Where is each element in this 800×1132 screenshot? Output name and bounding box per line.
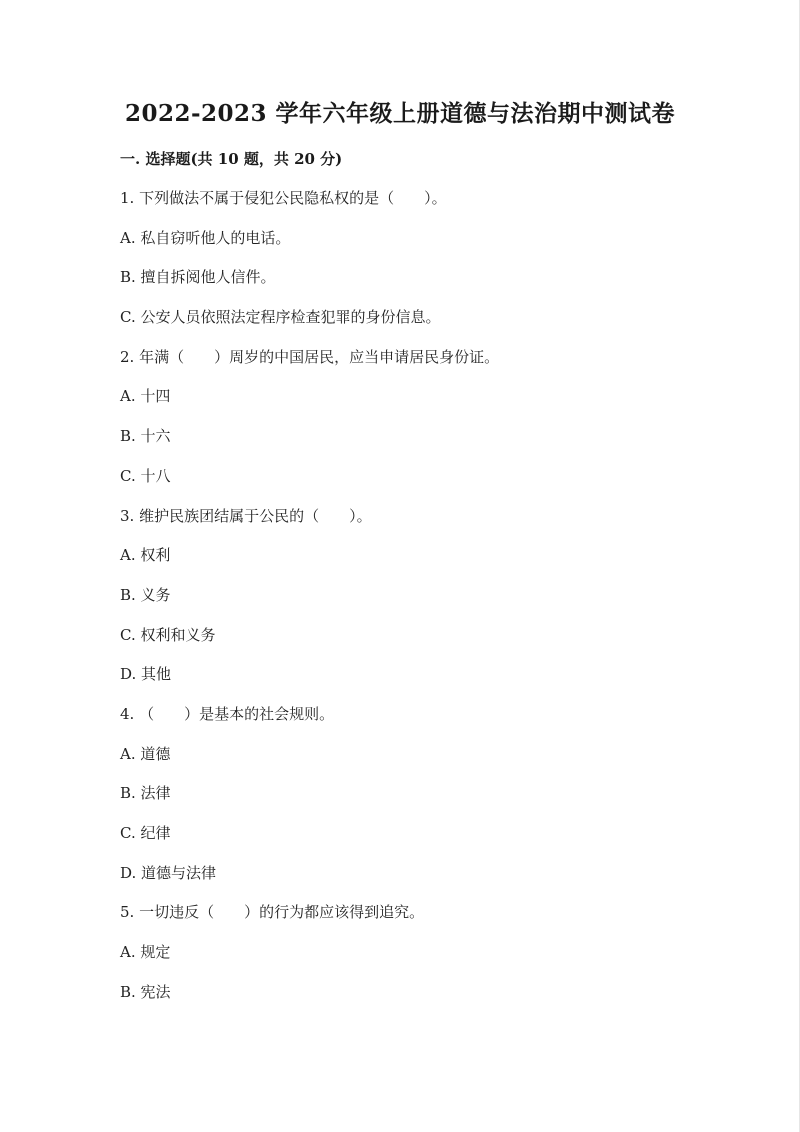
question-3-stem: 3. 维护民族团结属于公民的（ ）。 — [120, 506, 372, 525]
question-5-stem: 5. 一切违反（ ）的行为都应该得到追究。 — [120, 903, 425, 922]
question-5-option-b: B. 宪法 — [120, 982, 171, 1001]
question-3-option-d: D. 其他 — [120, 665, 172, 684]
question-3-option-a: A. 权利 — [120, 546, 171, 565]
question-2-option-a: A. 十四 — [120, 387, 171, 406]
question-3-option-c: C. 权利和义务 — [120, 625, 216, 644]
section-heading-multiple-choice: 一. 选择题(共 10 题，共 20 分) — [120, 150, 343, 168]
question-list — [120, 186, 720, 1019]
question-4-option-a: A. 道德 — [120, 744, 171, 763]
question-4-option-d: D. 道德与法律 — [120, 863, 217, 882]
question-2-stem: 2. 年满（ ）周岁的中国居民，应当申请居民身份证。 — [120, 347, 500, 366]
question-3-option-b: B. 义务 — [120, 585, 171, 604]
question-2-option-b: B. 十六 — [120, 427, 171, 446]
question-1-option-a: A. 私自窃听他人的电话。 — [120, 228, 291, 247]
question-1-option-b: B. 擅自拆阅他人信件。 — [120, 268, 276, 287]
question-5-option-a: A. 规定 — [120, 943, 171, 962]
question-4-stem: 4. （ ）是基本的社会规则。 — [120, 704, 335, 723]
exam-title: 2022-2023 学年六年级上册道德与法治期中测试卷 — [124, 100, 676, 127]
question-2-option-c: C. 十八 — [120, 466, 171, 485]
question-1-option-c: C. 公安人员依照法定程序检查犯罪的身份信息。 — [120, 308, 441, 327]
question-4-option-c: C. 纪律 — [120, 824, 171, 842]
question-4-option-b: B. 法律 — [120, 784, 171, 803]
question-1-stem: 1. 下列做法不属于侵犯公民隐私权的是（ ）。 — [120, 189, 447, 207]
